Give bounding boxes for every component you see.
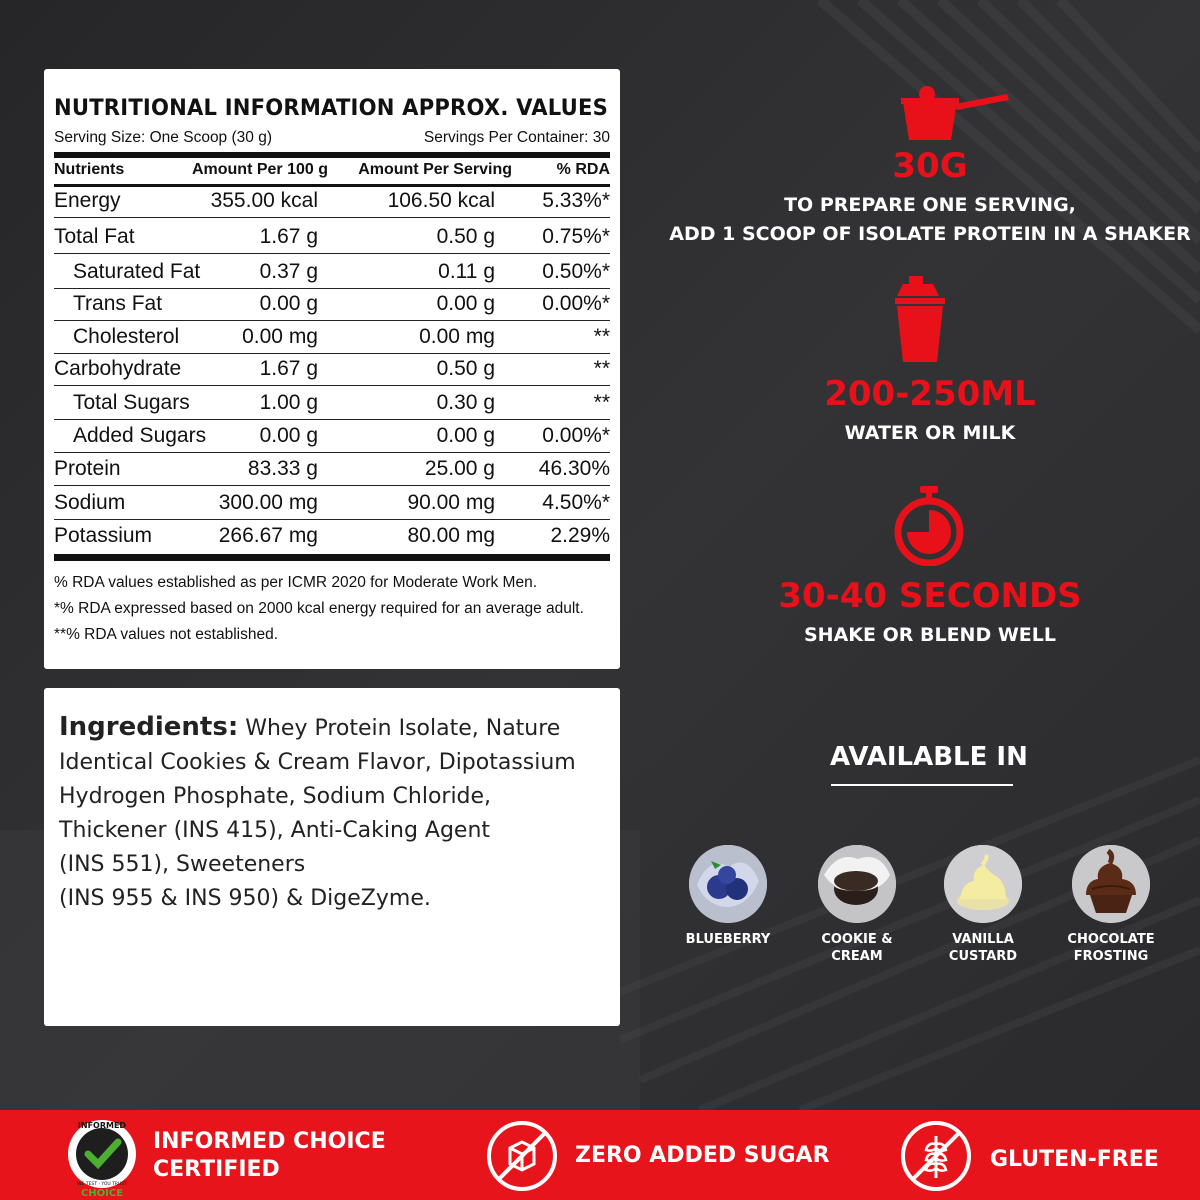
serving-info: [54, 129, 610, 147]
nutrient-name: Total Sugars: [73, 391, 190, 414]
rda-percent: **: [593, 325, 610, 348]
amount-per-serving: 25.00 g: [424, 457, 495, 480]
rda-percent: 0.75%*: [542, 225, 610, 248]
rda-percent: **: [593, 391, 610, 414]
stopwatch-icon: [894, 486, 964, 566]
ingredients-panel: [44, 688, 620, 1026]
step-instruction: TO PREPARE ONE SERVING,: [784, 194, 1076, 216]
flavor-label: [797, 931, 917, 965]
logo-text-bottom: CHOICE: [80, 1188, 124, 1198]
flavor-label-line: BLUEBERRY: [685, 932, 771, 947]
nutrient-name: Total Fat: [54, 225, 135, 248]
amount-per-serving: 0.50 g: [436, 357, 495, 380]
nutrition-row: [54, 420, 610, 453]
nutrient-name: Carbohydrate: [54, 357, 182, 380]
badge-line: INFORMED CHOICE: [153, 1129, 386, 1154]
note-line: **% RDA values not established.: [54, 626, 279, 643]
nutrition-row: [54, 288, 610, 321]
flavor-label-line: CUSTARD: [948, 949, 1018, 964]
nutrition-row: [54, 387, 610, 420]
step-instruction: WATER OR MILK: [844, 422, 1016, 444]
nutrition-row: [54, 453, 610, 486]
vanilla-custard-icon: [944, 845, 1022, 923]
flavor-label: [668, 931, 788, 948]
ingredients-line: Hydrogen Phosphate, Sodium Chloride,: [59, 784, 492, 809]
col-nutrients: Nutrients: [54, 161, 125, 178]
badge-line: CERTIFIED: [153, 1157, 280, 1182]
amount-per-100g: 0.00 mg: [242, 325, 318, 348]
nutrient-name: Protein: [54, 457, 121, 480]
flavor-label-line: FROSTING: [1073, 949, 1149, 964]
no-sugar-icon: [484, 1118, 560, 1194]
nutrition-row: [54, 185, 610, 218]
nutrition-table-header: [54, 159, 610, 185]
amount-per-100g: 0.00 g: [259, 424, 318, 447]
amount-per-serving: 106.50 kcal: [387, 189, 495, 212]
badge-line: ZERO ADDED SUGAR: [575, 1143, 830, 1168]
amount-per-serving: 90.00 mg: [407, 491, 495, 514]
note-line: % RDA values established as per ICMR 2020 for Moderate Work Men.: [54, 574, 538, 591]
nutrition-row: [54, 520, 610, 553]
logo-text-ring: WE TEST · YOU TRUST: [77, 1182, 127, 1187]
logo-text-top: INFORMED: [77, 1121, 127, 1130]
servings-per-container: Servings Per Container: 30: [423, 129, 610, 146]
scoop-icon: [895, 84, 1015, 144]
amount-per-100g: 300.00 mg: [218, 491, 318, 514]
ingredients-text: [59, 710, 609, 916]
nutrition-notes: [54, 570, 610, 648]
informed-choice-logo: [64, 1116, 140, 1198]
badges-bar: [0, 1110, 1200, 1200]
nutrient-name: Potassium: [54, 524, 153, 547]
amount-per-100g: 1.67 g: [259, 225, 318, 248]
blueberry-icon: [689, 845, 767, 923]
step-instruction: ADD 1 SCOOP OF ISOLATE PROTEIN IN A SHAKER: [669, 223, 1191, 245]
rda-percent: 0.00%*: [542, 292, 610, 315]
chocolate-frosting-icon: [1072, 845, 1150, 923]
step-amount: 200-250ML: [824, 374, 1036, 414]
amount-per-100g: 0.37 g: [259, 260, 318, 283]
nutrition-row: [54, 221, 610, 254]
serving-size: Serving Size: One Scoop (30 g): [54, 129, 272, 146]
col-rda: % RDA: [556, 161, 610, 178]
rda-percent: 46.30%: [538, 457, 610, 480]
ingredients-heading: Ingredients:: [59, 712, 239, 742]
cookie-cream-icon: [818, 845, 896, 923]
amount-per-100g: 1.67 g: [259, 357, 318, 380]
note-line: *% RDA expressed based on 2000 kcal energy required for an average adult.: [54, 600, 584, 617]
badge-informed-choice-text: [153, 1128, 386, 1184]
ingredients-line: Identical Cookies & Cream Flavor, Dipotassium: [59, 750, 576, 775]
amount-per-serving: 80.00 mg: [407, 524, 495, 547]
step-instruction: SHAKE OR BLEND WELL: [803, 624, 1056, 646]
rda-percent: 0.50%*: [542, 260, 610, 283]
nutrition-row: [54, 353, 610, 386]
nutrition-row: [54, 487, 610, 520]
flavor-label-line: COOKIE &: [821, 932, 893, 947]
gluten-free-icon: [898, 1118, 974, 1194]
available-underline: [831, 784, 1013, 786]
amount-per-serving: 0.00 mg: [419, 325, 495, 348]
nutrient-name: Cholesterol: [73, 325, 180, 348]
nutrient-name: Added Sugars: [73, 424, 207, 447]
flavor-label-line: CREAM: [831, 949, 883, 964]
badge-gluten-free-text: [990, 1146, 1159, 1174]
nutrient-name: Energy: [54, 189, 121, 212]
amount-per-serving: 0.50 g: [436, 225, 495, 248]
flavor-label: [1051, 931, 1171, 965]
rda-percent: **: [593, 357, 610, 380]
amount-per-100g: 83.33 g: [247, 457, 318, 480]
nutrition-panel: [44, 69, 620, 669]
nutrition-title: NUTRITIONAL INFORMATION APPROX. VALUES: [54, 96, 609, 121]
available-heading: AVAILABLE IN: [830, 742, 1028, 772]
ingredients-line: (INS 955 & INS 950) & DigeZyme.: [59, 886, 431, 911]
step-amount: 30-40 SECONDS: [778, 576, 1082, 616]
amount-per-100g: 266.67 mg: [218, 524, 318, 547]
rda-percent: 0.00%*: [542, 424, 610, 447]
shaker-icon: [893, 276, 949, 362]
amount-per-serving: 0.00 g: [436, 292, 495, 315]
amount-per-serving: 0.00 g: [436, 424, 495, 447]
amount-per-serving: 0.11 g: [438, 260, 495, 283]
thick-rule-bottom: [54, 554, 610, 561]
amount-per-100g: 1.00 g: [259, 391, 318, 414]
ingredients-line: Whey Protein Isolate, Nature: [245, 716, 561, 741]
badge-zero-sugar-text: [575, 1142, 830, 1170]
flavor-label: [923, 931, 1043, 965]
thick-rule-top: [54, 152, 610, 158]
flavor-label-line: VANILLA: [952, 932, 1014, 947]
amount-per-100g: 0.00 g: [259, 292, 318, 315]
ingredients-line: (INS 551), Sweeteners: [59, 852, 306, 877]
nutrient-name: Saturated Fat: [73, 260, 201, 283]
amount-per-serving: 0.30 g: [436, 391, 495, 414]
badge-line: GLUTEN-FREE: [990, 1147, 1159, 1172]
flavor-label-line: CHOCOLATE: [1067, 932, 1155, 947]
nutrient-name: Sodium: [54, 491, 126, 514]
amount-per-100g: 355.00 kcal: [210, 189, 318, 212]
nutrition-row: [54, 256, 610, 289]
col-serving: Amount Per Serving: [358, 161, 512, 178]
rda-percent: 5.33%*: [542, 189, 610, 212]
nutrient-name: Trans Fat: [73, 292, 163, 315]
ingredients-line: Thickener (INS 415), Anti-Caking Agent: [59, 818, 491, 843]
rda-percent: 2.29%: [550, 524, 610, 547]
col-per100: Amount Per 100 g: [191, 161, 328, 178]
step-amount: 30G: [892, 146, 968, 186]
rda-percent: 4.50%*: [542, 491, 610, 514]
nutrition-row: [54, 321, 610, 354]
